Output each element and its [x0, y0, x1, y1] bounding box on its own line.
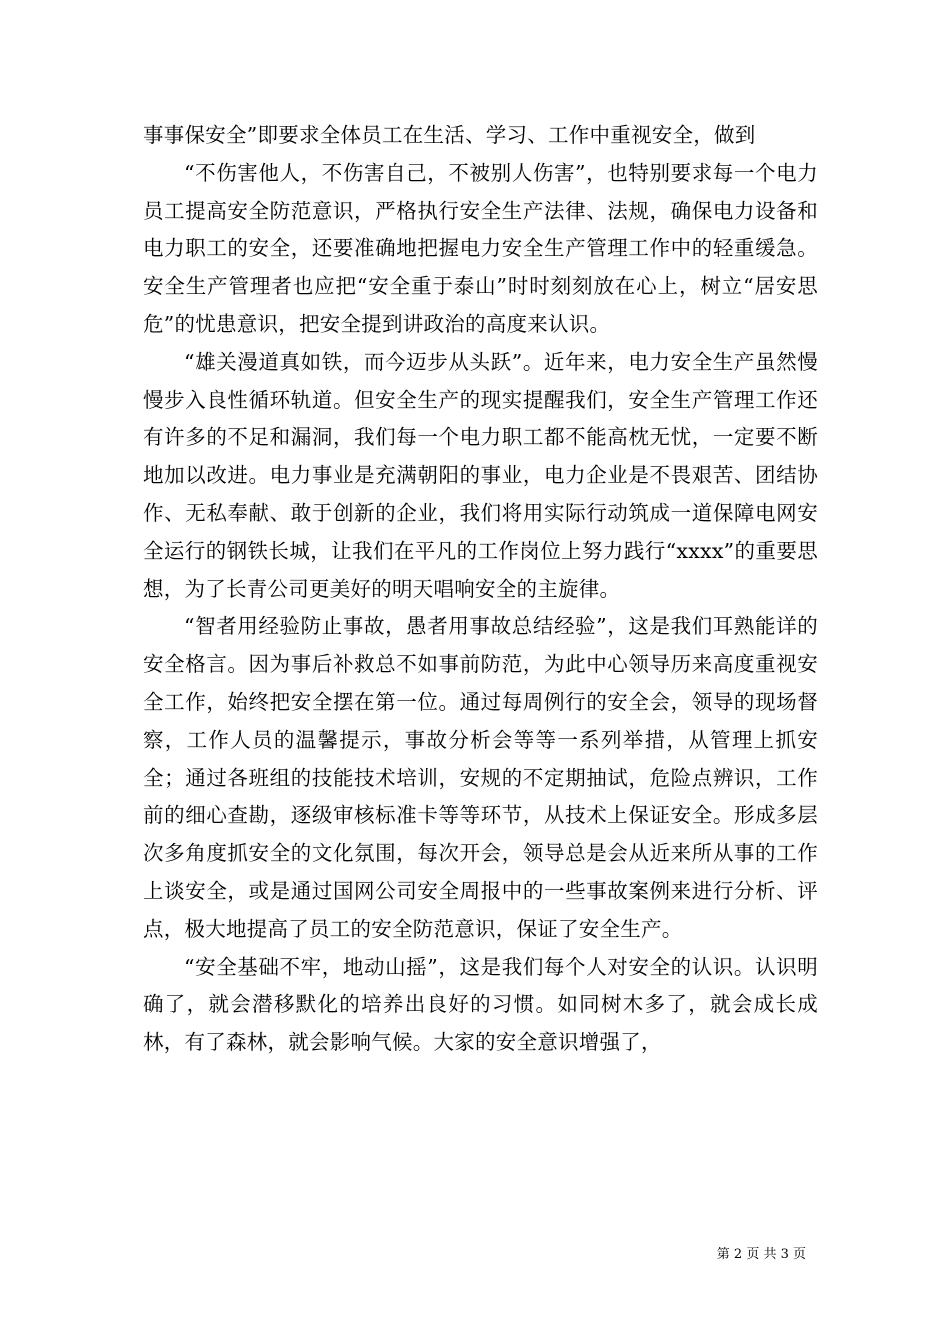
page-number-footer: 第 2 页 共 3 页: [716, 1247, 806, 1262]
paragraph: “智者用经验防止事故，愚者用事故总结经验”，这是我们耳熟能详的安全格言。因为事后补救总不如事前防范，为此中心领导历来高度重视安全工作，始终把安全摆在第一位。通过每周例行的安全会，领导的现场督察，工作人员的温馨提示，事故分析会等等一系列举措，从管理上抓安全；通过各班组的技能技术培训，安规的不定期抽试，危险点辨识，工作前的细心查勘，逐级审核标准卡等等环节，从技术上保证安全。形成多层次多角度抓安全的文化氛围，每次开会，领导总是会从近来所从事的工作上谈安全，或是通过国网公司安全周报中的一些事故案例来进行分析、评点，极大地提高了员工的安全防范意识，保证了安全生产。: [143, 614, 818, 941]
paragraph: “安全基础不牢，地动山摇”，这是我们每个人对安全的认识。认识明确了，就会潜移默化的培养出良好的习惯。如同树木多了，就会成长成林，有了森林，就会影响气候。大家的安全意识增强了，: [143, 954, 818, 1055]
paragraph: “不伤害他人，不伤害自己，不被别人伤害”，也特别要求每一个电力员工提高安全防范意识，严格执行安全生产法律、法规，确保电力设备和电力职工的安全，还要准确地把握电力安全生产管理工作中的轻重缓急。安全生产管理者也应把“安全重于泰山”时时刻刻放在心上，树立“居安思危”的忧患意识，把安全提到讲政治的高度来认识。: [143, 160, 818, 336]
body-text: [143, 117, 818, 1062]
paragraph-continuation: 事事保安全”即要求全体员工在生活、学习、工作中重视安全，做到: [143, 123, 756, 147]
paragraph: “雄关漫道真如铁，而今迈步从头跃”。近年来，电力安全生产虽然慢慢步入良性循环轨道。但安全生产的现实提醒我们，安全生产管理工作还有许多的不足和漏洞，我们每一个电力职工都不能高枕无忧，一定要不断地加以改进。电力事业是充满朝阳的事业，电力企业是不畏艰苦、团结协作、无私奉献、敢于创新的企业，我们将用实际行动筑成一道保障电网安全运行的钢铁长城，让我们在平凡的工作岗位上努力践行“xxxx”的重要思想，为了长青公司更美好的明天唱响安全的主旋律。: [143, 349, 818, 601]
